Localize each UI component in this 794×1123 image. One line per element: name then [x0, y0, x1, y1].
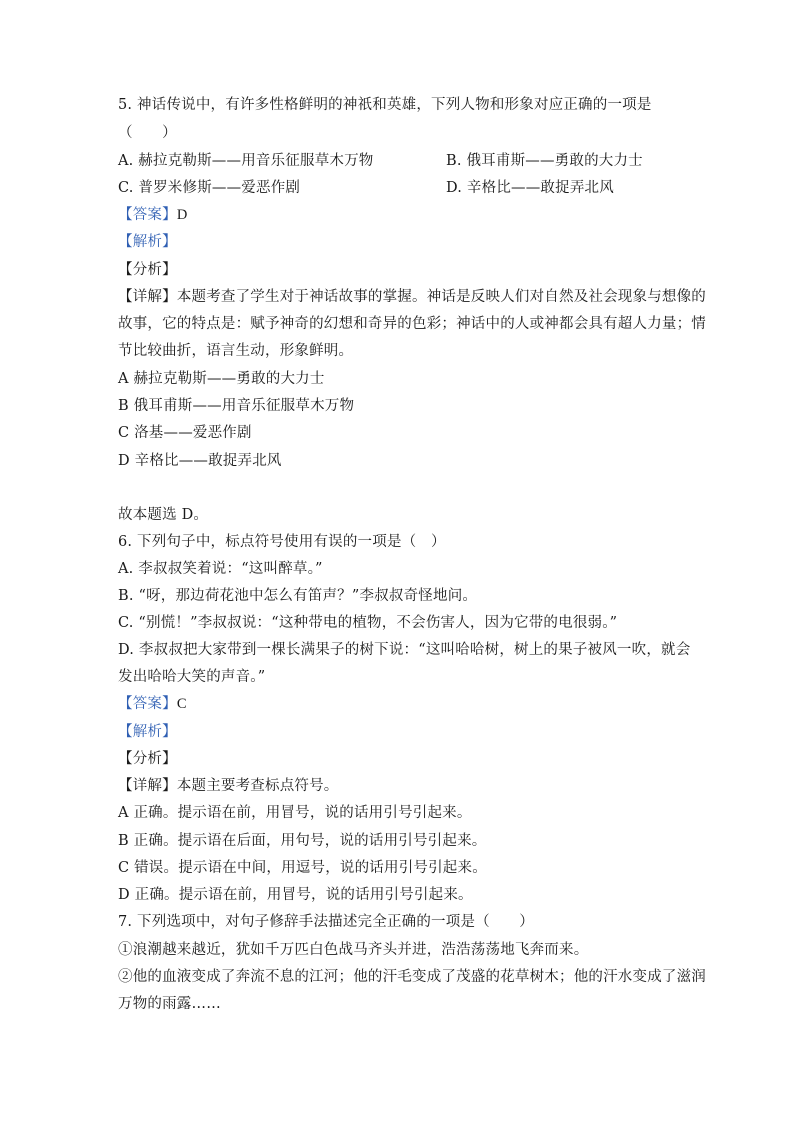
q5-item-c: C 洛基——爱恶作剧 [118, 425, 252, 441]
answer-tag: 【答案】 [118, 207, 177, 223]
q7-sentence-1: ①浪潮越来越近，犹如千万匹白色战马齐头并进，浩浩荡荡地飞奔而来。 [118, 942, 589, 958]
q6-item-d: D 正确。提示语在前，用冒号，说的话用引号引起来。 [118, 887, 473, 903]
q6-answer-row [118, 694, 187, 714]
q6-item-a: A 正确。提示语在前，用冒号，说的话用引号引起来。 [118, 805, 472, 821]
q6-option-a: A. 李叔叔笑着说：“这叫醉草。” [118, 561, 323, 577]
q5-conclusion: 故本题选 D。 [118, 507, 209, 523]
q5-option-c: C. 普罗米修斯——爱恶作剧 [118, 180, 301, 196]
q7-sentence-2-cont: 万物的雨露…… [118, 996, 221, 1012]
q6-option-d: D. 李叔叔把大家带到一棵长满果子的树下说：“这叫哈哈树，树上的果子被风一吹，就会 [118, 642, 691, 658]
q5-item-d: D 辛格比——敢捉弄北风 [118, 453, 282, 469]
q5-item-a: A 赫拉克勒斯——勇敢的大力士 [118, 371, 325, 387]
detail-text: 本题主要考查标点符号。 [176, 778, 339, 794]
fenxi-tag: 【分析】 [118, 262, 177, 278]
answer-tag: 【答案】 [118, 696, 177, 712]
fenxi-tag: 【分析】 [118, 751, 177, 767]
analysis-tag: 【解析】 [118, 724, 177, 740]
q7-stem: 7. 下列选项中，对句子修辞手法描述完全正确的一项是（ ） [118, 914, 534, 930]
q5-detail-row [118, 287, 706, 307]
answer-value: D [176, 207, 188, 223]
q5-stem: 5. 神话传说中，有许多性格鲜明的神祇和英雄，下列人物和形象对应正确的一项是 [118, 97, 652, 113]
q5-answer-paren: （ ） [118, 125, 177, 141]
q5-option-b: B. 俄耳甫斯——勇敢的大力士 [446, 153, 643, 169]
q5-item-b: B 俄耳甫斯——用音乐征服草木万物 [118, 398, 355, 414]
detail-tag: 【详解】 [118, 778, 177, 794]
analysis-tag: 【解析】 [118, 234, 177, 250]
q7-sentence-2: ②他的血液变成了奔流不息的江河；他的汗毛变成了茂盛的花草树木；他的汗水变成了滋润 [118, 969, 706, 985]
q6-option-b: B. “呀，那边荷花池中怎么有笛声？”李叔叔奇怪地问。 [118, 588, 478, 604]
q6-option-d-cont: 发出哈哈大笑的声音。” [118, 669, 266, 685]
q6-stem: 6. 下列句子中，标点符号使用有误的一项是（ ） [118, 534, 446, 550]
q5-detail-line3: 节比较曲折，语言生动，形象鲜明。 [118, 343, 354, 359]
detail-tag: 【详解】 [118, 289, 177, 305]
q6-item-b: B 正确。提示语在后面，用句号，说的话用引号引起来。 [118, 833, 487, 849]
q5-option-d: D. 辛格比——敢捉弄北风 [446, 180, 614, 196]
detail-text: 本题考查了学生对于神话故事的掌握。神话是反映人们对自然及社会现象与想像的 [176, 289, 707, 305]
q6-detail-row [118, 776, 339, 796]
q5-detail-line2: 故事，它的特点是：赋予神奇的幻想和奇异的色彩；神话中的人或神都会具有超人力量；情 [118, 316, 706, 332]
q6-item-c: C 错误。提示语在中间，用逗号，说的话用引号引起来。 [118, 860, 487, 876]
answer-value: C [176, 696, 187, 712]
q5-answer-row [118, 205, 187, 225]
q6-option-c: C. “别慌！”李叔叔说：“这种带电的植物，不会伤害人，因为它带的电很弱。” [118, 615, 618, 631]
q5-option-a: A. 赫拉克勒斯——用音乐征服草木万物 [118, 153, 374, 169]
